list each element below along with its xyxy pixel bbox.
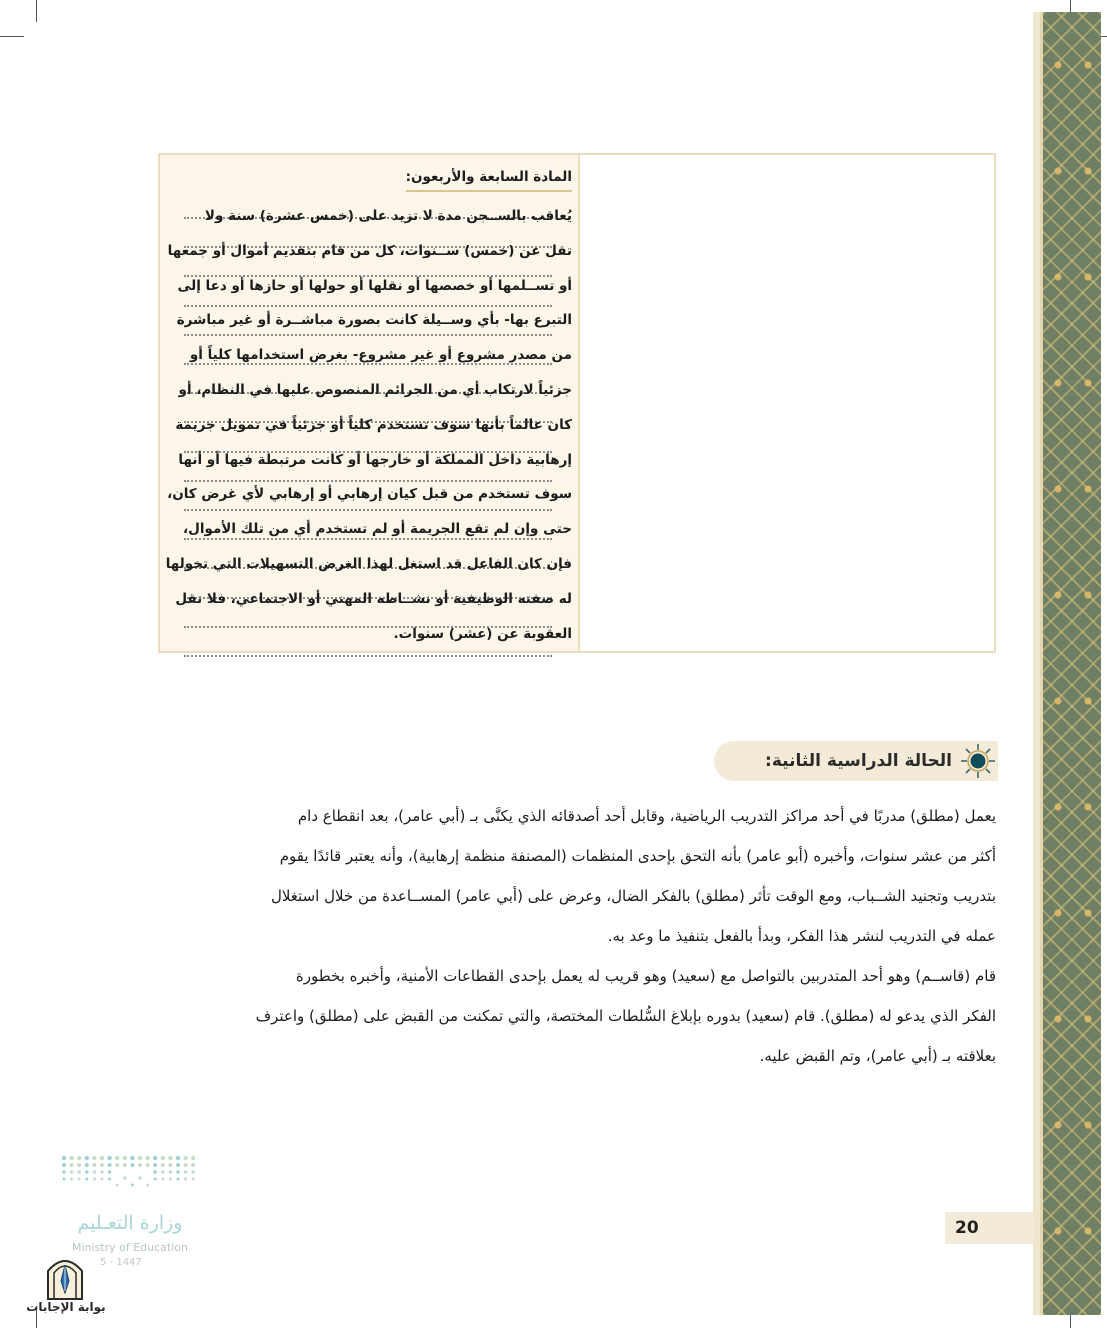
logo-dot [70,1163,74,1167]
logo-dot [100,1163,104,1167]
logo-dot [184,1178,187,1181]
logo-dot [62,1156,66,1160]
article-line: حتى وإن لم تقع الجريمة أو لم تستخدم أي من تلك الأموال، [183,521,572,538]
logo-dot [62,1163,66,1167]
logo-dot [184,1163,188,1167]
logo-dot [108,1163,112,1167]
article-box [158,153,996,653]
logo-dot [93,1178,96,1181]
logo-dot [138,1163,142,1167]
ministry-year: 5 - 1447 [100,1257,142,1268]
logo-dot [78,1178,81,1181]
logo-dot [191,1156,195,1160]
page-edge-strip [1033,12,1040,1315]
ministry-name-en: Ministry of Education [71,1241,188,1254]
logo-dot [69,1156,73,1160]
logo-dot [130,1156,134,1160]
article-line: يُعاقب بالســجن مدة لا تزيد على (خمس عشرة) سنة ولا [204,208,572,224]
article-line: جزئياً لارتكاب أي من الجرائم المنصوص عليها في النظام، أو [178,381,572,398]
article-title: المادة السابعة والأربعون: [406,165,572,192]
logo-dot [123,1176,126,1179]
logo-dot [93,1170,96,1173]
logo-dot [169,1178,172,1181]
article-text [166,165,572,651]
logo-dot [161,1170,164,1173]
logo-dot [183,1156,187,1160]
logo-dot [153,1156,157,1160]
logo-dot [191,1163,195,1167]
case-line: الفكر الذي يدعو له (مطلق). قام (سعيد) بدوره بإبلاغ السُّلطات المختصة، والتي تمكنت من القبض على (مطلق) واعترف [255,1007,996,1025]
logo-dot [70,1178,73,1181]
article-line: إرهابية داخل المملكة أو خارجها أو كانت مرتبطة فيها أو أنها [178,451,572,468]
logo-dot [115,1163,119,1167]
logo-dot [92,1163,96,1167]
article-line: العقوبة عن (عشر) سنوات. [393,625,572,642]
logo-dot [146,1163,150,1167]
case-line: أكثر من عشر سنوات، وأخبره (أبو عامر) بأنه التحق بإحدى المنظمات (المصنفة منظمة إرهابية)، وأنه يعتبر قائدًا يقوم [279,847,996,865]
sun-ornament-icon [960,743,996,779]
crop-mark [36,0,37,22]
logo-dot [70,1170,73,1173]
case-study-header [714,741,998,781]
logo-dot [154,1170,157,1173]
logo-dot [168,1163,172,1167]
pen-arch-logo-icon [44,1253,86,1301]
logo-dot [176,1170,179,1173]
logo-dot [130,1163,134,1167]
logo-dot [63,1178,66,1181]
logo-dot [176,1156,180,1160]
logo-dot [123,1163,127,1167]
logo-dot [123,1156,127,1160]
article-line: التبرع بها- بأي وســيلة كانت بصورة مباشــرة أو غير مباشرة [176,312,572,329]
note-line[interactable] [184,655,552,657]
case-line: بعلاقته بـ (أبي عامر)، وتم القبض عليه. [759,1047,996,1065]
article-lines [166,199,572,651]
islamic-pattern-border [1040,12,1101,1315]
logo-dot [138,1176,141,1179]
case-paragraph-1 [158,796,996,956]
logo-dot [161,1163,165,1167]
article-line: من مصدر مشروع أو غير مشروع- بغرض استخدامها كلياً أو [189,347,572,364]
logo-dot [177,1178,180,1181]
logo-dot [85,1163,89,1167]
case-study-title: الحالة الدراسية الثانية: [765,751,952,771]
logo-dot [145,1156,149,1160]
logo-dot [161,1178,164,1181]
case-line: عمله في التدريب لنشر هذا الفكر، وبدأ بالفعل بتنفيذ ما وعد به. [607,927,996,945]
logo-dot [154,1178,157,1181]
logo-dot [115,1156,119,1160]
logo-dot [92,1156,96,1160]
logo-dot [176,1163,180,1167]
watermark-text: بوابة الإجابات [26,1300,106,1314]
ministry-name-ar: وزارة التعـليم [77,1212,183,1234]
logo-dot [62,1170,65,1173]
logo-dot [77,1163,81,1167]
article-line: كان عالماً بأنها سوف تستخدم كلياً أو جزئياً في تمويل جريمة [175,416,572,433]
logo-dot [78,1170,81,1173]
logo-dot [116,1184,119,1187]
article-line: فإن كان الفاعل قد استغل لهذا الغرض التسهيلات التي تخولها [165,555,572,572]
logo-dot [192,1170,195,1173]
article-line: تقل عن (خمس) ســنوات، كل من قام بتقديم أموال أو جمعها [167,242,572,259]
logo-dot [184,1170,187,1173]
logo-dot [168,1156,172,1160]
logo-dot [169,1170,172,1173]
logo-dot [146,1184,149,1187]
logo-dot [108,1170,111,1173]
article-line: سوف تستخدم من قبل كيان إرهابي أو إرهابي لأي غرض كان، [167,486,572,503]
logo-dot [131,1184,134,1187]
logo-dot [161,1156,165,1160]
logo-dot [85,1156,89,1160]
article-title-row [166,165,572,199]
logo-dot [108,1178,111,1181]
article-line: أو تســلمها أو خصصها أو نقلها أو حولها أو حازها أو دعا إلى [177,277,572,294]
case-line: قام (قاســم) وهو أحد المتدربين بالتواصل مع (سعيد) وهو قريب له يعمل بإحدى القطاعات الأمنية، وأخبره بخطورة [295,967,996,985]
logo-dot [138,1156,142,1160]
logo-dot [100,1170,103,1173]
logo-dot [107,1156,111,1160]
case-line: يعمل (مطلق) مدربًا في أحد مراكز التدريب الرياضية، وقابل أحد أصدقائه الذي يكنَّى بـ (أبي عامر)، بعد انقطاع دام [297,807,996,825]
logo-dot [100,1156,104,1160]
crop-mark [0,36,24,37]
logo-dot [153,1163,157,1167]
logo-dot [77,1156,81,1160]
logo-dot [85,1178,88,1181]
case-study-body [158,796,996,1076]
logo-dot [192,1178,195,1181]
ministry-logo-icon [58,1150,203,1220]
case-line: بتدريب وتجنيد الشــباب، ومع الوقت تأثر (مطلق) بالفكر الضال، وعرض على (أبي عامر) المســاعدة من خلال استغلال [270,887,996,905]
article-line: له صفته الوظيفية أو نشــاطه المهني أو الاجتماعي، فلا تقل [175,590,572,607]
logo-dot [101,1178,104,1181]
logo-dot [85,1170,88,1173]
page-number: 20 [945,1212,1033,1244]
case-paragraph-2 [158,956,996,1076]
